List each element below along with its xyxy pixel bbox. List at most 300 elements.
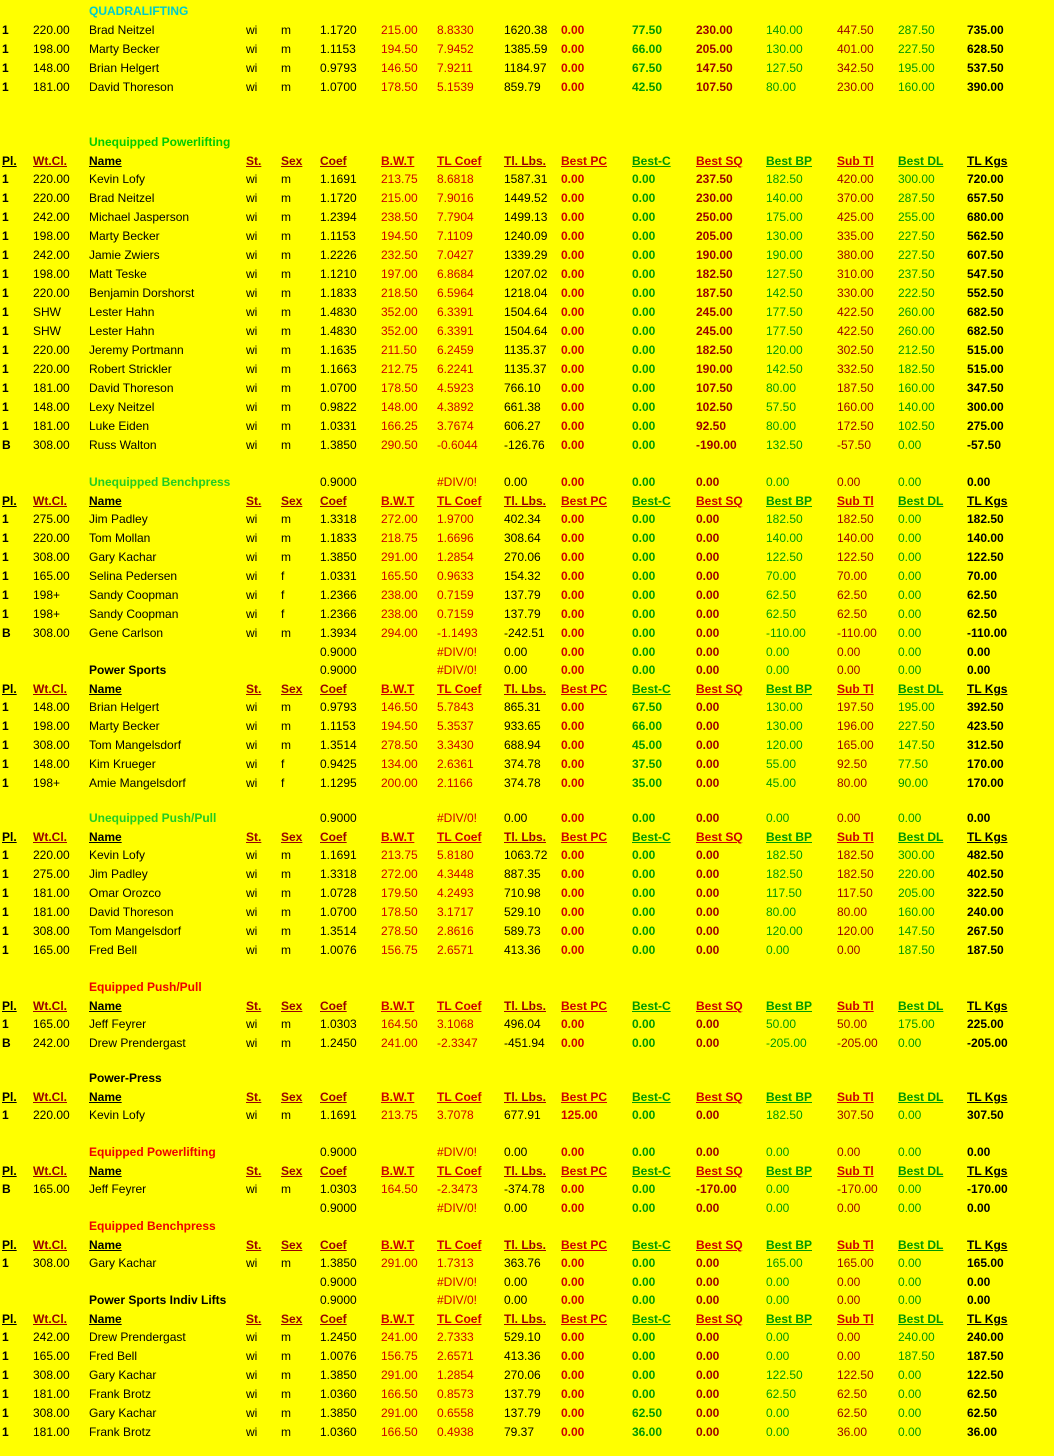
cell-coef[interactable]: 1.3514 [320,924,357,938]
cell-best-pc[interactable]: 0.00 [561,757,585,771]
header-best-pc[interactable]: Best PC [561,830,608,844]
cell-state[interactable]: wi [246,550,258,564]
header-tl-kgs[interactable]: TL Kgs [967,1164,1008,1178]
cell-tl-coef[interactable]: 5.3537 [437,719,474,733]
header-tl-coef[interactable]: TL Coef [437,1238,482,1252]
cell-best-bp[interactable]: 0.00 [766,1425,790,1439]
cell-best-c[interactable]: 0.00 [632,924,656,938]
header-best-c[interactable]: Best-C [632,494,671,508]
cell-place[interactable]: 1 [2,1425,9,1439]
cell-sub-total[interactable]: 335.00 [837,229,874,243]
cell-tl-kgs[interactable]: -170.00 [967,1182,1008,1196]
cell-best-c[interactable]: 0.00 [632,1293,656,1307]
cell-bwt[interactable]: 146.50 [381,700,418,714]
cell-best-c[interactable]: 0.00 [632,1145,656,1159]
header-bwt[interactable]: B.W.T [381,682,415,696]
header-tl-coef[interactable]: TL Coef [437,1164,482,1178]
cell-best-bp[interactable]: 80.00 [766,419,797,433]
cell-best-c[interactable]: 0.00 [632,1330,656,1344]
cell-bwt[interactable]: 194.50 [381,229,418,243]
cell-best-dl[interactable]: 0.00 [898,1201,922,1215]
cell-weight-class[interactable]: 220.00 [33,23,70,37]
cell-sex[interactable]: f [281,607,285,621]
cell-weight-class[interactable]: 308.00 [33,550,70,564]
cell-weight-class[interactable]: 308.00 [33,738,70,752]
cell-coef[interactable]: 1.3318 [320,867,357,881]
cell-coef[interactable]: 1.0700 [320,381,357,395]
cell-place[interactable]: 1 [2,210,9,224]
cell-best-dl[interactable]: 160.00 [898,80,935,94]
cell-sub-total[interactable]: 187.50 [837,381,874,395]
cell-name[interactable]: Jamie Zwiers [89,248,160,262]
cell-coef[interactable]: 1.2226 [320,248,357,262]
cell-weight-class[interactable]: 220.00 [33,362,70,376]
cell-best-sq[interactable]: 0.00 [696,757,720,771]
header-coef[interactable]: Coef [320,682,347,696]
cell-best-pc[interactable]: 0.00 [561,1368,585,1382]
cell-best-pc[interactable]: 0.00 [561,886,585,900]
cell-best-c[interactable]: 62.50 [632,1406,663,1420]
cell-tl-coef[interactable]: #DIV/0! [437,811,478,825]
cell-best-pc[interactable]: 0.00 [561,267,585,281]
cell-best-pc[interactable]: 0.00 [561,867,585,881]
cell-weight-class[interactable]: 198.00 [33,267,70,281]
cell-tl-coef[interactable]: #DIV/0! [437,1293,478,1307]
cell-place[interactable]: 1 [2,588,9,602]
cell-name[interactable]: Brad Neitzel [89,191,155,205]
cell-best-sq[interactable]: 0.00 [696,1036,720,1050]
cell-state[interactable]: wi [246,61,258,75]
cell-tl-kgs[interactable]: 0.00 [967,1201,991,1215]
cell-tl-lbs[interactable]: 413.36 [504,943,541,957]
header-weight-class[interactable]: Wt.Cl. [33,682,67,696]
cell-sex[interactable]: m [281,362,291,376]
cell-best-dl[interactable]: 0.00 [898,475,922,489]
cell-tl-lbs[interactable]: -374.78 [504,1182,545,1196]
cell-best-sq[interactable]: 0.00 [696,1406,720,1420]
cell-sex[interactable]: m [281,886,291,900]
cell-sub-total[interactable]: -57.50 [837,438,872,452]
header-weight-class[interactable]: Wt.Cl. [33,1312,67,1326]
cell-state[interactable]: wi [246,867,258,881]
cell-tl-kgs[interactable]: 482.50 [967,848,1004,862]
cell-weight-class[interactable]: 220.00 [33,1108,70,1122]
cell-best-sq[interactable]: 0.00 [696,867,720,881]
cell-tl-kgs[interactable]: 682.50 [967,305,1004,319]
cell-bwt[interactable]: 211.50 [381,343,417,357]
cell-tl-coef[interactable]: 7.9016 [437,191,474,205]
cell-place[interactable]: 1 [2,172,9,186]
cell-tl-coef[interactable]: 1.9700 [437,512,474,526]
cell-best-sq[interactable]: 0.00 [696,1349,720,1363]
cell-tl-coef[interactable]: 2.6571 [437,943,474,957]
cell-tl-kgs[interactable]: -57.50 [967,438,1002,452]
cell-tl-coef[interactable]: #DIV/0! [437,663,478,677]
cell-place[interactable]: 1 [2,362,9,376]
cell-sub-total[interactable]: 117.50 [837,886,873,900]
cell-weight-class[interactable]: 165.00 [33,1017,70,1031]
cell-best-dl[interactable]: 0.00 [898,1275,922,1289]
cell-best-pc[interactable]: 0.00 [561,943,585,957]
cell-best-bp[interactable]: 45.00 [766,776,797,790]
cell-state[interactable]: wi [246,531,258,545]
cell-place[interactable]: 1 [2,305,9,319]
cell-best-pc[interactable]: 0.00 [561,381,585,395]
cell-coef[interactable]: 1.1691 [320,848,357,862]
cell-tl-kgs[interactable]: -205.00 [967,1036,1008,1050]
cell-tl-lbs[interactable]: 0.00 [504,475,528,489]
header-tl-lbs[interactable]: Tl. Lbs. [504,154,546,168]
cell-best-pc[interactable]: 0.00 [561,626,585,640]
cell-weight-class[interactable]: 198.00 [33,42,70,56]
cell-tl-coef[interactable]: #DIV/0! [437,1275,478,1289]
cell-best-c[interactable]: 0.00 [632,305,656,319]
cell-best-dl[interactable]: 0.00 [898,1387,922,1401]
cell-best-pc[interactable]: 0.00 [561,924,585,938]
cell-best-pc[interactable]: 0.00 [561,1182,585,1196]
cell-name[interactable]: David Thoreson [89,80,174,94]
cell-place[interactable]: 1 [2,776,9,790]
cell-state[interactable]: wi [246,42,258,56]
cell-sex[interactable]: m [281,248,291,262]
cell-name[interactable]: Brian Helgert [89,61,160,75]
header-sub-total[interactable]: Sub Tl [837,999,874,1013]
cell-best-c[interactable]: 0.00 [632,1387,656,1401]
cell-weight-class[interactable]: 181.00 [33,80,70,94]
cell-best-c[interactable]: 0.00 [632,607,656,621]
cell-tl-coef[interactable]: 6.3391 [437,305,474,319]
header-coef[interactable]: Coef [320,1312,347,1326]
cell-tl-kgs[interactable]: 537.50 [967,61,1004,75]
cell-best-c[interactable]: 0.00 [632,1201,656,1215]
cell-sub-total[interactable]: 172.50 [837,419,874,433]
cell-coef[interactable]: 1.2366 [320,607,357,621]
cell-tl-kgs[interactable]: 562.50 [967,229,1004,243]
header-best-sq[interactable]: Best SQ [696,1090,743,1104]
cell-bwt[interactable]: 194.50 [381,42,418,56]
header-tl-coef[interactable]: TL Coef [437,1312,482,1326]
header-tl-kgs[interactable]: TL Kgs [967,1238,1008,1252]
cell-tl-coef[interactable]: #DIV/0! [437,1145,478,1159]
cell-state[interactable]: wi [246,943,258,957]
cell-bwt[interactable]: 179.50 [381,886,418,900]
cell-tl-coef[interactable]: 5.7843 [437,700,474,714]
header-tl-coef[interactable]: TL Coef [437,494,482,508]
cell-tl-coef[interactable]: 6.2241 [437,362,474,376]
cell-place[interactable]: 1 [2,1108,9,1122]
cell-tl-lbs[interactable]: -451.94 [504,1036,545,1050]
header-best-dl[interactable]: Best DL [898,154,944,168]
cell-best-bp[interactable]: 62.50 [766,607,797,621]
header-sub-total[interactable]: Sub Tl [837,682,874,696]
cell-coef[interactable]: 1.1153 [320,229,356,243]
header-best-dl[interactable]: Best DL [898,1164,944,1178]
cell-sub-total[interactable]: 0.00 [837,1275,861,1289]
cell-best-sq[interactable]: 0.00 [696,475,720,489]
cell-best-pc[interactable]: 0.00 [561,569,585,583]
cell-best-c[interactable]: 0.00 [632,172,656,186]
header-bwt[interactable]: B.W.T [381,1090,415,1104]
cell-best-pc[interactable]: 0.00 [561,1036,585,1050]
cell-weight-class[interactable]: 181.00 [33,381,70,395]
cell-tl-kgs[interactable]: 322.50 [967,886,1004,900]
cell-tl-lbs[interactable]: 270.06 [504,550,541,564]
cell-best-bp[interactable]: 55.00 [766,757,797,771]
cell-sub-total[interactable]: 165.00 [837,738,874,752]
cell-best-bp[interactable]: 165.00 [766,1256,803,1270]
header-best-bp[interactable]: Best BP [766,1238,813,1252]
cell-sub-total[interactable]: 0.00 [837,1349,861,1363]
cell-state[interactable]: wi [246,738,258,752]
cell-best-pc[interactable]: 0.00 [561,848,585,862]
cell-tl-coef[interactable]: 5.1539 [437,80,474,94]
cell-sub-total[interactable]: 447.50 [837,23,874,37]
cell-tl-lbs[interactable]: 766.10 [504,381,541,395]
cell-tl-coef[interactable]: #DIV/0! [437,475,478,489]
header-place[interactable]: Pl. [2,154,17,168]
cell-weight-class[interactable]: 308.00 [33,626,70,640]
cell-best-bp[interactable]: 182.50 [766,867,803,881]
cell-best-sq[interactable]: 237.50 [696,172,733,186]
cell-state[interactable]: wi [246,569,258,583]
cell-tl-kgs[interactable]: 347.50 [967,381,1004,395]
cell-best-bp[interactable]: 142.50 [766,362,803,376]
header-best-bp[interactable]: Best BP [766,830,813,844]
cell-tl-kgs[interactable]: 70.00 [967,569,998,583]
cell-best-c[interactable]: 0.00 [632,588,656,602]
cell-state[interactable]: wi [246,588,258,602]
cell-best-bp[interactable]: -205.00 [766,1036,807,1050]
cell-best-dl[interactable]: 175.00 [898,1017,935,1031]
cell-coef[interactable]: 1.0303 [320,1017,357,1031]
header-tl-lbs[interactable]: Tl. Lbs. [504,1238,546,1252]
cell-weight-class[interactable]: 242.00 [33,248,70,262]
cell-state[interactable]: wi [246,324,258,338]
cell-weight-class[interactable]: 181.00 [33,1387,70,1401]
cell-best-bp[interactable]: -110.00 [766,626,806,640]
cell-name[interactable]: Amie Mangelsdorf [89,776,186,790]
cell-name[interactable]: Lexy Neitzel [89,400,155,414]
cell-sub-total[interactable]: 420.00 [837,172,874,186]
cell-best-sq[interactable]: 0.00 [696,1387,720,1401]
cell-sub-total[interactable]: 401.00 [837,42,874,56]
header-tl-lbs[interactable]: Tl. Lbs. [504,1164,546,1178]
cell-best-bp[interactable]: 70.00 [766,569,797,583]
cell-best-bp[interactable]: 57.50 [766,400,797,414]
cell-bwt[interactable]: 215.00 [381,23,418,37]
header-best-sq[interactable]: Best SQ [696,154,743,168]
cell-best-pc[interactable]: 0.00 [561,210,585,224]
cell-name[interactable]: Fred Bell [89,943,138,957]
cell-best-bp[interactable]: 0.00 [766,1349,790,1363]
cell-sub-total[interactable]: 182.50 [837,848,874,862]
cell-name[interactable]: Marty Becker [89,719,160,733]
cell-name[interactable]: Frank Brotz [89,1387,152,1401]
header-tl-lbs[interactable]: Tl. Lbs. [504,494,546,508]
header-sex[interactable]: Sex [281,154,303,168]
cell-bwt[interactable]: 238.00 [381,607,418,621]
cell-best-dl[interactable]: 227.50 [898,248,935,262]
cell-tl-kgs[interactable]: 682.50 [967,324,1004,338]
cell-state[interactable]: wi [246,286,258,300]
cell-best-bp[interactable]: 0.00 [766,645,790,659]
cell-best-dl[interactable]: 0.00 [898,1293,922,1307]
cell-best-pc[interactable]: 0.00 [561,607,585,621]
cell-sub-total[interactable]: 122.50 [837,1368,874,1382]
header-best-c[interactable]: Best-C [632,830,671,844]
header-place[interactable]: Pl. [2,494,17,508]
cell-place[interactable]: 1 [2,848,9,862]
cell-sub-total[interactable]: 62.50 [837,588,868,602]
header-best-bp[interactable]: Best BP [766,1164,813,1178]
cell-best-dl[interactable]: 187.50 [898,1349,935,1363]
cell-weight-class[interactable]: 220.00 [33,848,70,862]
cell-sub-total[interactable]: 70.00 [837,569,868,583]
cell-weight-class[interactable]: 220.00 [33,172,70,186]
cell-weight-class[interactable]: 181.00 [33,419,70,433]
header-name[interactable]: Name [89,1238,122,1252]
cell-best-bp[interactable]: 0.00 [766,1293,790,1307]
cell-tl-kgs[interactable]: 170.00 [967,757,1004,771]
header-best-c[interactable]: Best-C [632,1238,671,1252]
cell-sub-total[interactable]: 0.00 [837,1201,861,1215]
cell-best-sq[interactable]: 107.50 [696,381,733,395]
cell-best-pc[interactable]: 0.00 [561,531,585,545]
cell-sub-total[interactable]: 0.00 [837,663,861,677]
cell-best-dl[interactable]: 160.00 [898,905,935,919]
cell-state[interactable]: wi [246,1256,258,1270]
cell-best-c[interactable]: 67.50 [632,61,663,75]
header-coef[interactable]: Coef [320,1164,347,1178]
cell-best-dl[interactable]: 187.50 [898,943,935,957]
cell-best-bp[interactable]: 0.00 [766,1406,790,1420]
header-best-c[interactable]: Best-C [632,1164,671,1178]
cell-best-dl[interactable]: 255.00 [898,210,935,224]
header-sub-total[interactable]: Sub Tl [837,494,874,508]
cell-sex[interactable]: f [281,588,285,602]
cell-name[interactable]: Selina Pedersen [89,569,178,583]
header-sex[interactable]: Sex [281,830,303,844]
cell-weight-class[interactable]: 181.00 [33,1425,70,1439]
cell-best-dl[interactable]: 0.00 [898,569,922,583]
cell-tl-kgs[interactable]: 165.00 [967,1256,1004,1270]
cell-coef[interactable]: 1.3318 [320,512,357,526]
header-tl-kgs[interactable]: TL Kgs [967,682,1008,696]
cell-tl-coef[interactable]: -1.1493 [437,626,478,640]
header-weight-class[interactable]: Wt.Cl. [33,1238,67,1252]
cell-coef[interactable]: 1.0331 [320,569,357,583]
cell-place[interactable]: B [2,438,11,452]
cell-name[interactable]: Jim Padley [89,512,148,526]
cell-bwt[interactable]: 213.75 [381,848,418,862]
header-best-c[interactable]: Best-C [632,682,671,696]
cell-name[interactable]: Tom Mollan [89,531,151,545]
cell-coef[interactable]: 1.3850 [320,1256,357,1270]
cell-sex[interactable]: m [281,42,291,56]
cell-tl-coef[interactable]: 3.1717 [437,905,474,919]
cell-name[interactable]: Lester Hahn [89,324,155,338]
cell-sex[interactable]: m [281,23,291,37]
cell-state[interactable]: wi [246,924,258,938]
cell-name[interactable]: Drew Prendergast [89,1330,186,1344]
cell-name[interactable]: Brad Neitzel [89,23,155,37]
cell-sex[interactable]: m [281,229,291,243]
cell-tl-lbs[interactable]: 137.79 [504,607,541,621]
cell-tl-lbs[interactable]: 677.91 [504,1108,541,1122]
cell-tl-kgs[interactable]: 307.50 [967,1108,1004,1122]
cell-tl-kgs[interactable]: 552.50 [967,286,1004,300]
header-best-bp[interactable]: Best BP [766,682,813,696]
header-bwt[interactable]: B.W.T [381,999,415,1013]
cell-bwt[interactable]: 200.00 [381,776,418,790]
cell-sex[interactable]: m [281,626,291,640]
cell-name[interactable]: Jeff Feyrer [89,1182,147,1196]
cell-best-bp[interactable]: 142.50 [766,286,803,300]
cell-bwt[interactable]: 291.00 [381,1368,418,1382]
cell-best-c[interactable]: 37.50 [632,757,663,771]
header-sub-total[interactable]: Sub Tl [837,1312,874,1326]
cell-best-bp[interactable]: 0.00 [766,1145,790,1159]
cell-tl-kgs[interactable]: 423.50 [967,719,1004,733]
cell-tl-kgs[interactable]: 0.00 [967,1275,991,1289]
cell-tl-kgs[interactable]: 515.00 [967,362,1004,376]
cell-coef[interactable]: 1.0700 [320,80,357,94]
cell-name[interactable]: Matt Teske [89,267,147,281]
cell-coef[interactable]: 0.9000 [320,1201,357,1215]
cell-sub-total[interactable]: 330.00 [837,286,874,300]
cell-place[interactable]: 1 [2,1330,9,1344]
cell-coef[interactable]: 1.2450 [320,1036,357,1050]
cell-tl-coef[interactable]: 6.3391 [437,324,474,338]
cell-best-c[interactable]: 0.00 [632,475,656,489]
cell-bwt[interactable]: 290.50 [381,438,418,452]
header-tl-kgs[interactable]: TL Kgs [967,1090,1008,1104]
cell-tl-lbs[interactable]: 1620.38 [504,23,548,37]
cell-bwt[interactable]: 213.75 [381,1108,418,1122]
cell-best-c[interactable]: 0.00 [632,1368,656,1382]
cell-sex[interactable]: m [281,400,291,414]
cell-bwt[interactable]: 148.00 [381,400,418,414]
cell-name[interactable]: Sandy Coopman [89,588,179,602]
header-sex[interactable]: Sex [281,494,303,508]
cell-tl-lbs[interactable]: 374.78 [504,757,541,771]
cell-best-c[interactable]: 0.00 [632,286,656,300]
cell-tl-coef[interactable]: 7.9452 [437,42,474,56]
cell-weight-class[interactable]: 165.00 [33,1349,70,1363]
cell-best-sq[interactable]: 190.00 [696,248,733,262]
header-tl-kgs[interactable]: TL Kgs [967,154,1008,168]
cell-best-pc[interactable]: 0.00 [561,419,585,433]
cell-tl-kgs[interactable]: 680.00 [967,210,1004,224]
cell-sex[interactable]: m [281,1368,291,1382]
cell-best-bp[interactable]: 122.50 [766,1368,803,1382]
cell-bwt[interactable]: 213.75 [381,172,418,186]
cell-weight-class[interactable]: 308.00 [33,1368,70,1382]
cell-best-c[interactable]: 0.00 [632,811,656,825]
cell-name[interactable]: Kevin Lofy [89,172,146,186]
cell-state[interactable]: wi [246,438,258,452]
cell-best-pc[interactable]: 0.00 [561,738,585,752]
cell-sub-total[interactable]: 182.50 [837,867,874,881]
cell-name[interactable]: Gary Kachar [89,550,157,564]
cell-bwt[interactable]: 166.50 [381,1425,418,1439]
cell-place[interactable]: 1 [2,738,9,752]
cell-weight-class[interactable]: 198.00 [33,229,70,243]
cell-tl-lbs[interactable]: 1587.31 [504,172,548,186]
cell-best-pc[interactable]: 0.00 [561,1387,585,1401]
cell-name[interactable]: Brian Helgert [89,700,160,714]
cell-coef[interactable]: 1.1720 [320,23,357,37]
